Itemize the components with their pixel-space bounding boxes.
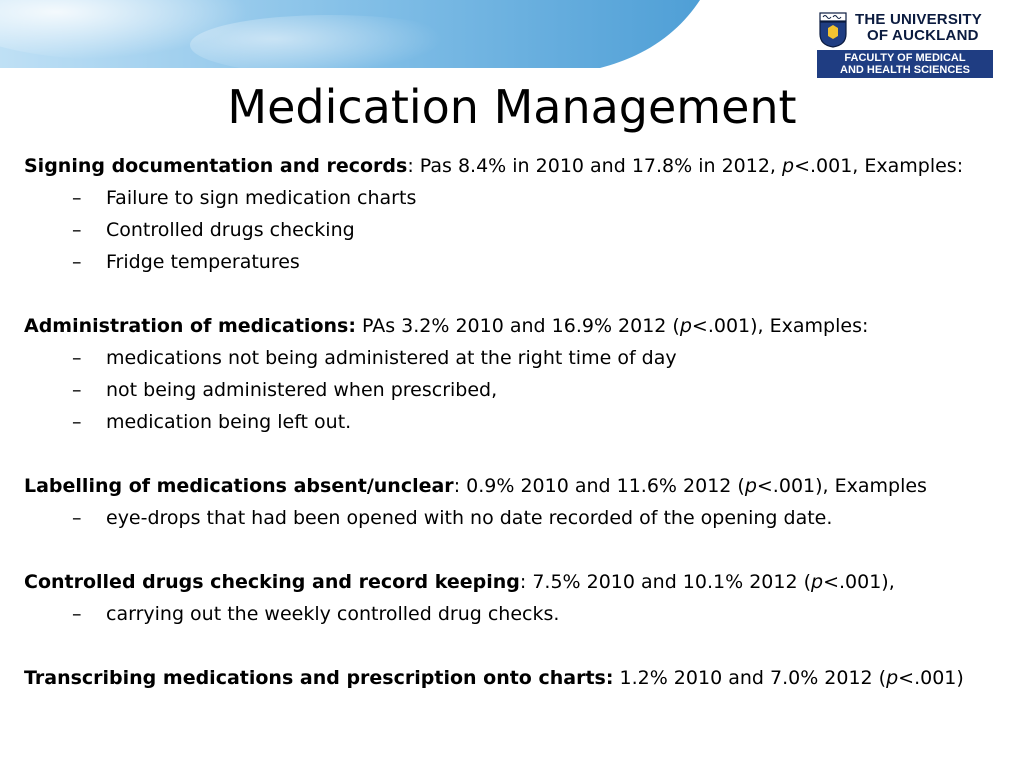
- finding-heading: Labelling of medications absent/unclear: [24, 475, 454, 497]
- example-list-item: [72, 374, 1009, 406]
- example-list: [24, 502, 1009, 534]
- logo-faculty-line1: FACULTY OF MEDICAL: [844, 52, 966, 64]
- example-text: medications not being administered at the right time of day: [106, 347, 677, 369]
- finding-heading: Transcribing medications and prescription onto charts:: [24, 667, 614, 689]
- finding-section: [24, 310, 1009, 438]
- header-sky-decoration: [0, 0, 700, 68]
- finding-stats-tail: <.001), Examples: [756, 475, 927, 497]
- example-list-item: [72, 502, 1009, 534]
- logo-university-line1: THE UNIVERSITY: [855, 11, 982, 28]
- dash-bullet-icon: –: [72, 379, 82, 401]
- example-text: carrying out the weekly controlled drug checks.: [106, 603, 560, 625]
- dash-bullet-icon: –: [72, 411, 82, 433]
- finding-heading: Controlled drugs checking and record keeping: [24, 571, 520, 593]
- university-crest-icon: [819, 12, 847, 48]
- example-text: Fridge temperatures: [106, 251, 300, 273]
- dash-bullet-icon: –: [72, 347, 82, 369]
- finding-summary-line: [24, 310, 1009, 342]
- example-list-item: [72, 214, 1009, 246]
- finding-section: [24, 566, 1009, 630]
- logo-faculty-line2: AND HEALTH SCIENCES: [840, 64, 970, 76]
- slide-title: Medication Management: [227, 80, 797, 134]
- finding-stats: : Pas 8.4% in 2010 and 17.8% in 2012,: [407, 155, 783, 177]
- finding-section: [24, 470, 1009, 534]
- example-text: Controlled drugs checking: [106, 219, 355, 241]
- p-value-symbol: p: [811, 571, 824, 593]
- finding-summary-line: [24, 662, 1009, 694]
- example-text: not being administered when prescribed,: [106, 379, 498, 401]
- example-list-item: [72, 406, 1009, 438]
- finding-heading: Signing documentation and records: [24, 155, 408, 177]
- p-value-symbol: p: [886, 667, 899, 689]
- finding-summary-line: [24, 566, 1009, 598]
- finding-stats: : 0.9% 2010 and 11.6% 2012 (: [453, 475, 745, 497]
- dash-bullet-icon: –: [72, 507, 82, 529]
- example-text: medication being left out.: [106, 411, 352, 433]
- example-text: Failure to sign medication charts: [106, 187, 417, 209]
- dash-bullet-icon: –: [72, 251, 82, 273]
- finding-summary-line: [24, 470, 1009, 502]
- p-value-symbol: p: [679, 315, 692, 337]
- p-value-symbol: p: [782, 155, 795, 177]
- example-list: [24, 342, 1009, 438]
- finding-stats: : 7.5% 2010 and 10.1% 2012 (: [519, 571, 812, 593]
- example-list: [24, 182, 1009, 278]
- finding-summary-line: [24, 150, 1009, 182]
- sky-background-image: [0, 0, 700, 68]
- finding-stats-tail: <.001),: [823, 571, 895, 593]
- finding-stats-tail: <.001, Examples:: [794, 155, 964, 177]
- finding-stats: PAs 3.2% 2010 and 16.9% 2012 (: [355, 315, 680, 337]
- finding-section: [24, 662, 1009, 694]
- dash-bullet-icon: –: [72, 187, 82, 209]
- example-text: eye-drops that had been opened with no date recorded of the opening date.: [106, 507, 833, 529]
- example-list-item: [72, 598, 1009, 630]
- example-list-item: [72, 246, 1009, 278]
- p-value-symbol: p: [744, 475, 757, 497]
- dash-bullet-icon: –: [72, 603, 82, 625]
- university-logo: [815, 10, 995, 80]
- logo-faculty-bar: [817, 50, 993, 78]
- example-list: [24, 598, 1009, 630]
- finding-stats: 1.2% 2010 and 7.0% 2012 (: [613, 667, 887, 689]
- finding-section: [24, 150, 1009, 278]
- finding-stats-tail: <.001), Examples:: [691, 315, 869, 337]
- finding-heading: Administration of medications:: [24, 315, 356, 337]
- finding-stats-tail: <.001): [898, 667, 964, 689]
- slide-body: [24, 150, 1009, 694]
- example-list-item: [72, 182, 1009, 214]
- example-list-item: [72, 342, 1009, 374]
- dash-bullet-icon: –: [72, 219, 82, 241]
- logo-university-line2: OF AUCKLAND: [867, 27, 979, 44]
